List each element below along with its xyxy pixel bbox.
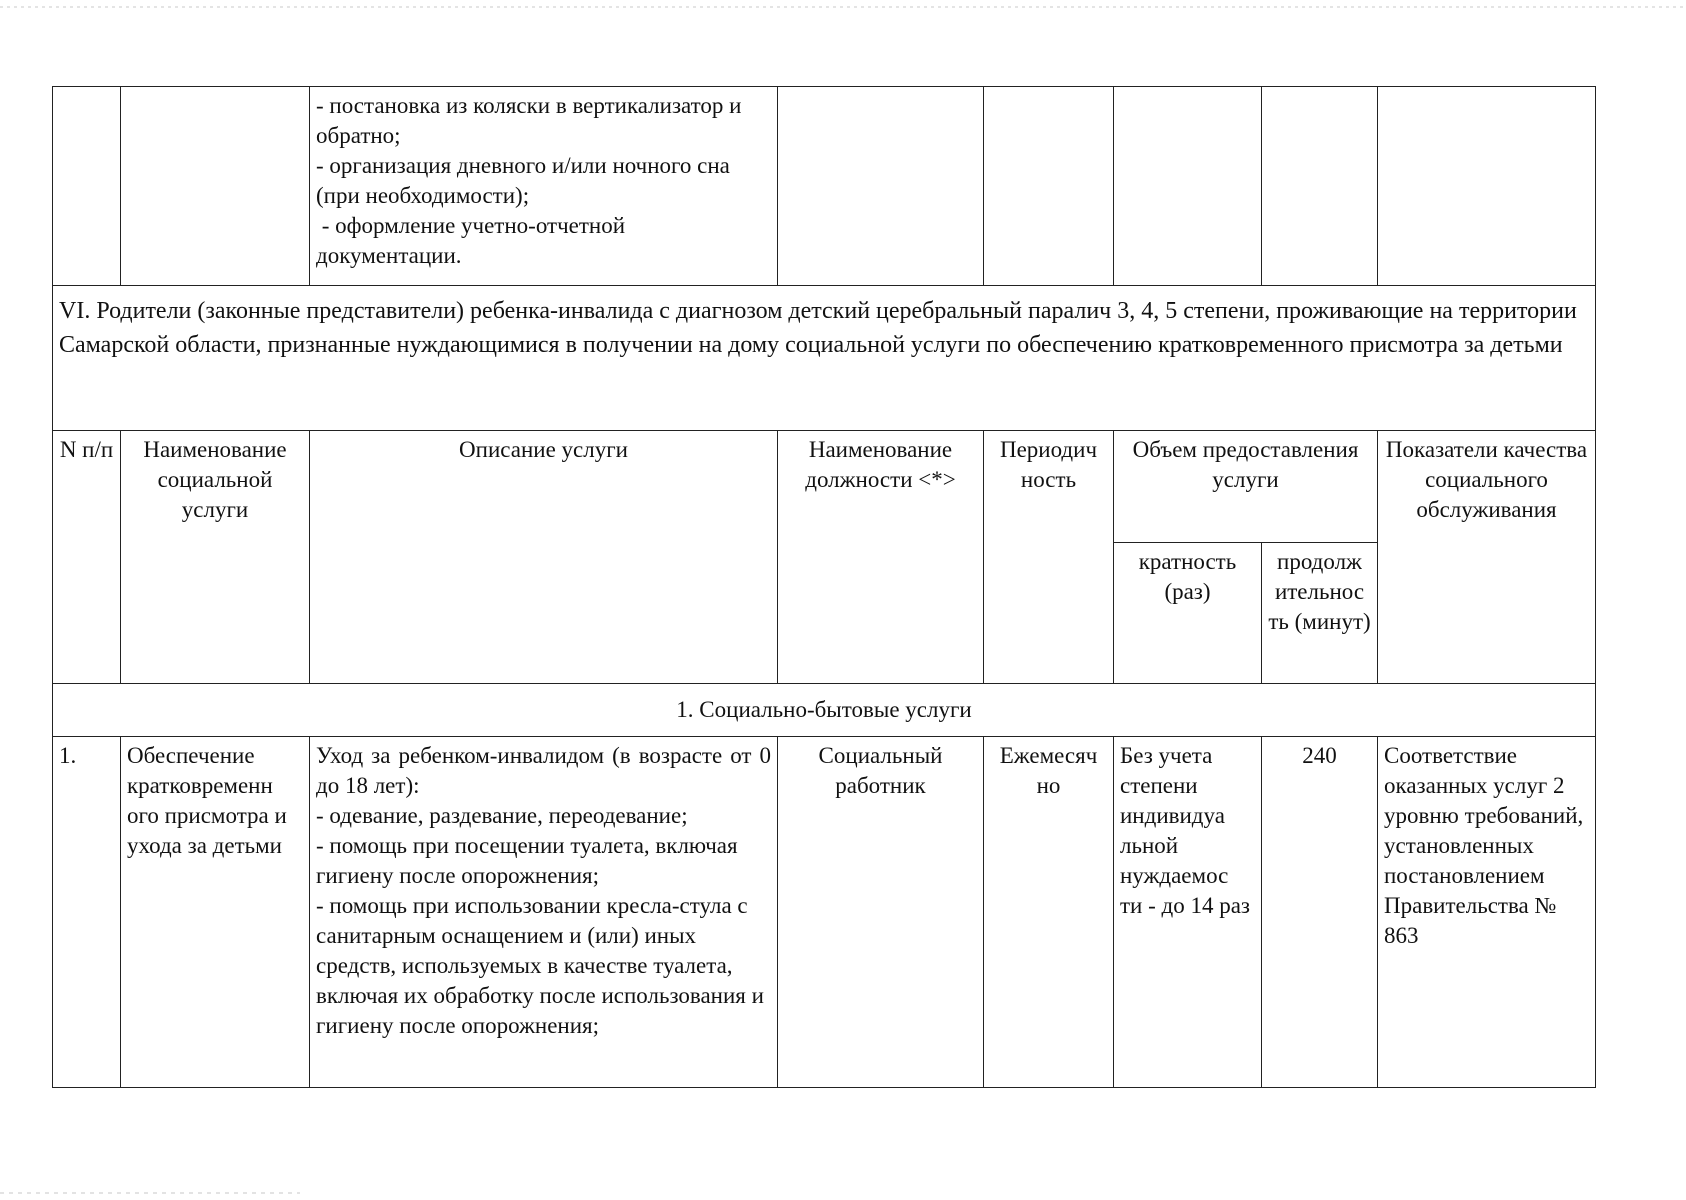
row-service-name: Обеспечение кратковременн ого присмотра и ухода за детьми bbox=[121, 737, 310, 1088]
services-table bbox=[52, 86, 1596, 1088]
continuation-frequency-cell bbox=[1114, 87, 1262, 286]
row-quality: Соответствие оказанных услуг 2 уровню требований, установленных постановлением Правительства № 863 bbox=[1378, 737, 1596, 1088]
row-position: Социальный работник bbox=[778, 737, 984, 1088]
description-line: - организация дневного и/или ночного сна (при необходимости); bbox=[316, 153, 730, 208]
description-line: - помощь при использовании кресла-стула с санитарным оснащением и (или) иных средств, используемых в качестве туалета, включая их обработку после использования и гигиену после опорожнения; bbox=[316, 893, 764, 1038]
subsection-row bbox=[53, 684, 1596, 737]
subsection-title: 1. Социально-бытовые услуги bbox=[53, 684, 1596, 737]
header-periodicity: Периодич ность bbox=[984, 431, 1114, 684]
header-num: N п/п bbox=[53, 431, 121, 684]
header-quality: Показатели качества социального обслуживания bbox=[1378, 431, 1596, 684]
section-row bbox=[53, 286, 1596, 431]
continuation-num-cell bbox=[53, 87, 121, 286]
header-frequency: кратность (раз) bbox=[1114, 543, 1262, 684]
scan-artifact-bottom bbox=[0, 1192, 300, 1194]
row-duration: 240 bbox=[1262, 737, 1378, 1088]
description-line: - постановка из коляски в вертикализатор и обратно; bbox=[316, 93, 742, 148]
row-periodicity: Ежемесяч но bbox=[984, 737, 1114, 1088]
continuation-row bbox=[53, 87, 1596, 286]
description-line: - оформление учетно-отчетной документации. bbox=[316, 213, 631, 268]
continuation-duration-cell bbox=[1262, 87, 1378, 286]
row-num: 1. bbox=[53, 737, 121, 1088]
header-position: Наименование должности <*> bbox=[778, 431, 984, 684]
description-line: - помощь при посещении туалета, включая гигиену после опорожнения; bbox=[316, 833, 738, 888]
continuation-service-cell bbox=[121, 87, 310, 286]
row-description bbox=[310, 737, 778, 1088]
section-title: VI. Родители (законные представители) ребенка-инвалида с диагнозом детский церебральный паралич 3, 4, 5 степени, проживающие на территории Самарской области, признанные нуждающимися в получении на дому социальной услуги по обеспечению кратковременного присмотра за детьми bbox=[53, 286, 1596, 431]
header-volume: Объем предоставления услуги bbox=[1114, 431, 1378, 543]
continuation-periodicity-cell bbox=[984, 87, 1114, 286]
row-frequency: Без учета степени индивидуа льной нуждаемос ти - до 14 раз bbox=[1114, 737, 1262, 1088]
header-description: Описание услуги bbox=[310, 431, 778, 684]
continuation-quality-cell bbox=[1378, 87, 1596, 286]
header-row-1 bbox=[53, 431, 1596, 543]
continuation-position-cell bbox=[778, 87, 984, 286]
description-line: - одевание, раздевание, переодевание; bbox=[316, 803, 688, 828]
header-service-name: Наименование социальной услуги bbox=[121, 431, 310, 684]
scan-artifact-top bbox=[0, 6, 1686, 8]
description-intro: Уход за ребенком-инвалидом (в возрасте от 0 до 18 лет): bbox=[316, 743, 771, 798]
header-duration: продолж ительнос ть (минут) bbox=[1262, 543, 1378, 684]
continuation-description-cell bbox=[310, 87, 778, 286]
table-row bbox=[53, 737, 1596, 1088]
